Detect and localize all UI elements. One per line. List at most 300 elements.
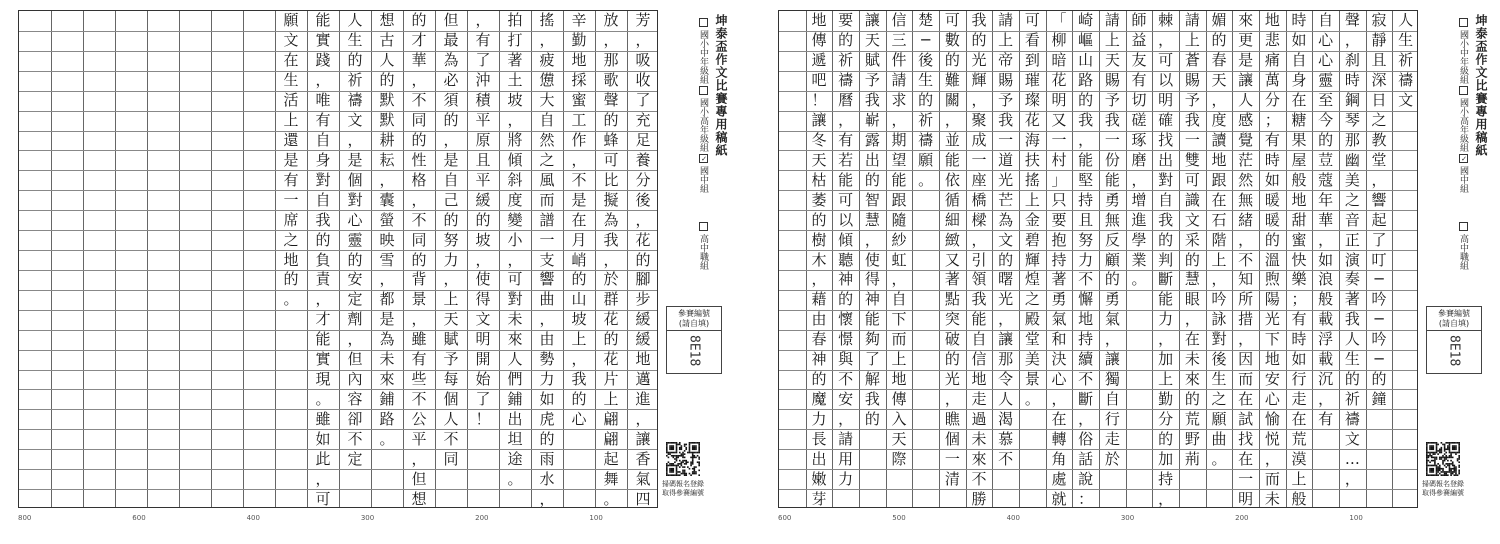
- row-divider: [19, 150, 657, 151]
- manuscript-char: 點: [944, 290, 960, 309]
- manuscript-char: 的: [864, 170, 880, 189]
- category-label: 國中組: [1458, 166, 1468, 193]
- manuscript-char: 安: [1264, 370, 1280, 389]
- manuscript-char: 祈: [1344, 389, 1360, 408]
- manuscript-char: 懷: [838, 310, 854, 329]
- manuscript-char: ，: [1078, 409, 1094, 428]
- manuscript-char: 是: [571, 190, 587, 209]
- row-divider: [779, 489, 1417, 490]
- manuscript-char: 吟: [1371, 330, 1387, 349]
- manuscript-char: 對: [315, 170, 331, 189]
- checkbox[interactable]: [1459, 86, 1468, 95]
- column-divider: [51, 11, 52, 507]
- manuscript-char: 讓: [811, 111, 827, 130]
- column-divider: [83, 11, 84, 507]
- manuscript-char: 虎: [539, 409, 555, 428]
- manuscript-char: 媚: [1211, 11, 1227, 30]
- manuscript-char: 螢: [379, 210, 395, 229]
- manuscript-char: 磨: [1131, 150, 1147, 169]
- manuscript-char: 在: [1211, 190, 1227, 209]
- manuscript-char: 山: [1078, 51, 1094, 70]
- manuscript-char: 人: [379, 51, 395, 70]
- manuscript-char: 我: [1184, 111, 1200, 130]
- manuscript-char: 春: [811, 330, 827, 349]
- manuscript-char: 靈: [347, 230, 363, 249]
- manuscript-char: 公: [411, 409, 427, 428]
- manuscript-char: 寂: [1371, 11, 1387, 30]
- manuscript-char: 決: [1051, 350, 1067, 369]
- manuscript-char: 出: [811, 449, 827, 468]
- manuscript-char: 不: [443, 429, 459, 448]
- manuscript-char: 響: [1371, 190, 1387, 209]
- manuscript-char: 力: [443, 250, 459, 269]
- checkbox[interactable]: [1459, 222, 1468, 231]
- manuscript-char: 度: [1211, 111, 1227, 130]
- manuscript-char: ；: [1291, 290, 1307, 309]
- manuscript-char: 而: [539, 190, 555, 209]
- manuscript-char: 氣: [1104, 310, 1120, 329]
- manuscript-char: 才: [411, 31, 427, 50]
- manuscript-char: 崎: [1078, 11, 1094, 30]
- manuscript-char: 生: [1211, 370, 1227, 389]
- manuscript-char: 的: [1184, 250, 1200, 269]
- manuscript-char: ，: [603, 250, 619, 269]
- character-count-marker: 200: [475, 514, 489, 522]
- manuscript-char: ！: [811, 91, 827, 110]
- manuscript-char: 糖: [1291, 111, 1307, 130]
- form-title: 坤泰盃作文比賽專用稿紙: [714, 14, 728, 157]
- manuscript-char: 能: [891, 170, 907, 189]
- manuscript-char: 上: [1291, 469, 1307, 488]
- row-divider: [19, 111, 657, 112]
- manuscript-char: 步: [635, 290, 651, 309]
- manuscript-char: 擬: [603, 190, 619, 209]
- manuscript-char: 們: [507, 370, 523, 389]
- manuscript-char: 一: [1104, 130, 1120, 149]
- manuscript-char: 上: [891, 350, 907, 369]
- manuscript-char: 光: [1264, 310, 1280, 329]
- manuscript-char: 一: [971, 150, 987, 169]
- writing-grid: [18, 10, 658, 508]
- manuscript-char: 地: [571, 51, 587, 70]
- manuscript-char: 地: [1211, 150, 1227, 169]
- manuscript-char: 沉: [1318, 370, 1334, 389]
- manuscript-char: 得: [864, 270, 880, 289]
- manuscript-char: 的: [1104, 270, 1120, 289]
- manuscript-char: ，: [571, 350, 587, 369]
- manuscript-char: 文: [1398, 91, 1414, 110]
- manuscript-char: 默: [379, 91, 395, 110]
- row-divider: [19, 170, 657, 171]
- manuscript-char: 緩: [635, 330, 651, 349]
- manuscript-char: 嶄: [864, 111, 880, 130]
- manuscript-char: 個: [443, 389, 459, 408]
- manuscript-char: 枯: [811, 170, 827, 189]
- manuscript-char: 顧: [1104, 250, 1120, 269]
- manuscript-char: 聲: [603, 91, 619, 110]
- manuscript-char: 人: [443, 409, 459, 428]
- manuscript-char: 對: [1158, 170, 1174, 189]
- manuscript-char: 師: [1131, 11, 1147, 30]
- manuscript-char: 響: [539, 270, 555, 289]
- manuscript-char: 花: [1051, 71, 1067, 90]
- manuscript-char: ，: [1158, 31, 1174, 50]
- manuscript-char: 自: [1158, 190, 1174, 209]
- category-option[interactable]: [697, 222, 710, 270]
- manuscript-char: 我: [603, 230, 619, 249]
- manuscript-char: 獨: [1104, 370, 1120, 389]
- manuscript-char: 暖: [1264, 210, 1280, 229]
- manuscript-char: 靜: [1371, 31, 1387, 50]
- manuscript-char: 我: [571, 370, 587, 389]
- manuscript-char: 天: [1211, 71, 1227, 90]
- manuscript-char: 之: [1024, 290, 1040, 309]
- writing-grid: [778, 10, 1418, 508]
- manuscript-char: 時: [1264, 150, 1280, 169]
- manuscript-char: 試: [1238, 409, 1254, 428]
- manuscript-char: 以: [838, 210, 854, 229]
- manuscript-char: 身: [1291, 71, 1307, 90]
- manuscript-char: 難: [944, 71, 960, 90]
- manuscript-char: 分: [1158, 409, 1174, 428]
- manuscript-char: 自: [1291, 51, 1307, 70]
- manuscript-char: 斷: [1158, 270, 1174, 289]
- manuscript-char: 的: [838, 31, 854, 50]
- manuscript-char: ，: [347, 330, 363, 349]
- manuscript-char: 人: [1398, 11, 1414, 30]
- manuscript-char: ，: [603, 31, 619, 50]
- manuscript-char: ，: [971, 91, 987, 110]
- manuscript-char: 心: [1051, 370, 1067, 389]
- manuscript-char: 隨: [891, 210, 907, 229]
- manuscript-char: 性: [411, 150, 427, 169]
- row-divider: [19, 250, 657, 251]
- character-count-marker: 500: [892, 514, 906, 522]
- manuscript-char: ，: [971, 230, 987, 249]
- manuscript-char: 文: [475, 310, 491, 329]
- manuscript-char: 地: [1291, 190, 1307, 209]
- manuscript-char: 願: [918, 150, 934, 169]
- manuscript-char: 的: [347, 250, 363, 269]
- manuscript-char: 是: [379, 310, 395, 329]
- manuscript-char: 俗: [1078, 429, 1094, 448]
- manuscript-char: 四: [635, 489, 651, 508]
- manuscript-char: 的: [443, 111, 459, 130]
- manuscript-char: 出: [507, 409, 523, 428]
- manuscript-char: 能: [315, 11, 331, 30]
- manuscript-char: 比: [603, 170, 619, 189]
- manuscript-char: 人: [998, 389, 1014, 408]
- category-option[interactable]: [1457, 222, 1470, 270]
- manuscript-char: 雖: [315, 409, 331, 428]
- manuscript-char: 在: [1051, 409, 1067, 428]
- manuscript-char: 勇: [1104, 290, 1120, 309]
- manuscript-char: 我: [864, 389, 880, 408]
- manuscript-char: ，: [864, 230, 880, 249]
- manuscript-char: 定: [347, 290, 363, 309]
- category-label: 國小中年級組: [698, 30, 708, 84]
- manuscript-char: 暗: [1051, 51, 1067, 70]
- manuscript-char: 又: [944, 250, 960, 269]
- manuscript-char: 不: [571, 170, 587, 189]
- row-divider: [19, 310, 657, 311]
- row-divider: [19, 31, 657, 32]
- manuscript-char: 地: [1264, 350, 1280, 369]
- manuscript-char: 石: [1211, 210, 1227, 229]
- manuscript-char: 鋼: [1344, 91, 1360, 110]
- manuscript-char: ，: [811, 270, 827, 289]
- manuscript-char: 的: [411, 11, 427, 30]
- manuscript-char: 還: [283, 130, 299, 149]
- manuscript-char: 都: [379, 290, 395, 309]
- manuscript-char: 入: [891, 409, 907, 428]
- manuscript-char: 叮: [1371, 250, 1387, 269]
- manuscript-char: 緻: [944, 230, 960, 249]
- character-count-marker: 300: [360, 514, 375, 522]
- checkbox[interactable]: ✓: [1460, 155, 1468, 163]
- checkbox[interactable]: [699, 86, 708, 95]
- manuscript-char: 為: [603, 210, 619, 229]
- manuscript-char: 我: [971, 11, 987, 30]
- manuscript-char: 看: [1024, 31, 1040, 50]
- manuscript-char: ，: [1238, 230, 1254, 249]
- manuscript-char: 景: [1024, 370, 1040, 389]
- manuscript-char: 起: [1371, 210, 1387, 229]
- manuscript-char: 然: [539, 130, 555, 149]
- manuscript-char: 上: [1158, 370, 1174, 389]
- manuscript-char: 與: [838, 350, 854, 369]
- manuscript-char: 楚: [918, 11, 934, 30]
- manuscript-char: 可: [315, 489, 331, 508]
- manuscript-char: 願: [1211, 409, 1227, 428]
- manuscript-char: 可: [1184, 170, 1200, 189]
- manuscript-char: ，: [944, 111, 960, 130]
- manuscript-char: 走: [1291, 389, 1307, 408]
- manuscript-char: 心: [571, 409, 587, 428]
- manuscript-char: 生: [347, 31, 363, 50]
- manuscript-char: 辛: [571, 11, 587, 30]
- manuscript-char: 身: [315, 150, 331, 169]
- manuscript-char: 放: [603, 11, 619, 30]
- manuscript-char: 人: [1344, 330, 1360, 349]
- manuscript-char: 陽: [1264, 290, 1280, 309]
- manuscript-char: 不: [411, 389, 427, 408]
- category-option[interactable]: [697, 154, 710, 193]
- manuscript-char: 載: [1318, 350, 1334, 369]
- manuscript-char: 力: [838, 469, 854, 488]
- manuscript-char: 出: [1158, 150, 1174, 169]
- manuscript-char: ，: [635, 31, 651, 50]
- manuscript-char: 又: [1051, 111, 1067, 130]
- manuscript-char: 後: [635, 190, 651, 209]
- manuscript-char: 花: [603, 310, 619, 329]
- manuscript-char: 請: [891, 71, 907, 90]
- manuscript-char: 樑: [971, 210, 987, 229]
- manuscript-char: 己: [443, 190, 459, 209]
- manuscript-char: 蜂: [603, 130, 619, 149]
- manuscript-char: ，: [475, 250, 491, 269]
- manuscript-char: 安: [838, 389, 854, 408]
- manuscript-char: 勇: [1051, 290, 1067, 309]
- manuscript-char: 地: [1078, 310, 1094, 329]
- manuscript-char: 同: [443, 449, 459, 468]
- manuscript-char: 蔻: [1318, 170, 1334, 189]
- manuscript-char: 格: [411, 170, 427, 189]
- entry-id-sublabel: (請自填): [1438, 318, 1470, 328]
- manuscript-char: 為: [443, 51, 459, 70]
- manuscript-char: 期: [891, 130, 907, 149]
- category-option[interactable]: [1457, 18, 1470, 84]
- manuscript-char: 如: [1291, 31, 1307, 50]
- qr-code-icon[interactable]: [666, 442, 700, 476]
- qr-caption-line: 取得參賽編號: [662, 489, 704, 498]
- entry-id-sublabel: (請自填): [678, 318, 710, 328]
- qr-code-icon[interactable]: [1426, 442, 1460, 476]
- entry-id-box[interactable]: [1426, 306, 1482, 374]
- manuscript-char: 果: [1291, 130, 1307, 149]
- manuscript-char: 歌: [603, 71, 619, 90]
- manuscript-char: 不: [411, 210, 427, 229]
- manuscript-char: 請: [998, 11, 1014, 30]
- manuscript-char: 責: [315, 270, 331, 289]
- manuscript-char: 時: [1291, 330, 1307, 349]
- manuscript-char: 的: [864, 409, 880, 428]
- character-count-marker: 400: [246, 514, 260, 522]
- manuscript-char: 茫: [1238, 150, 1254, 169]
- manuscript-char: 須: [443, 91, 459, 110]
- manuscript-char: ：: [1078, 489, 1094, 508]
- manuscript-char: 春: [1211, 51, 1227, 70]
- manuscript-char: 是: [283, 150, 299, 169]
- manuscript-char: 使: [475, 270, 491, 289]
- manuscript-char: 進: [635, 389, 651, 408]
- entry-id-box[interactable]: [666, 306, 722, 374]
- manuscript-char: ，: [347, 130, 363, 149]
- manuscript-char: 在: [1184, 330, 1200, 349]
- manuscript-char: 予: [1104, 91, 1120, 110]
- manuscript-char: 我: [315, 210, 331, 229]
- manuscript-char: 勤: [1158, 389, 1174, 408]
- manuscript-char: 令: [998, 370, 1014, 389]
- manuscript-char: 必: [443, 71, 459, 90]
- manuscript-char: ，: [507, 111, 523, 130]
- manuscript-char: ─: [921, 31, 931, 50]
- manuscript-char: 更: [1238, 31, 1254, 50]
- manuscript-char: 如: [1318, 250, 1334, 269]
- category-option[interactable]: [697, 18, 710, 84]
- manuscript-char: 曲: [1211, 429, 1227, 448]
- manuscript-char: 不: [1238, 250, 1254, 269]
- manuscript-char: 。: [1131, 270, 1147, 289]
- manuscript-char: ，: [838, 409, 854, 428]
- checkbox[interactable]: [699, 18, 708, 27]
- manuscript-char: 在: [1291, 409, 1307, 428]
- manuscript-char: ，: [475, 11, 491, 30]
- manuscript-char: 祈: [1398, 51, 1414, 70]
- category-label: 國小中年級組: [1458, 30, 1468, 84]
- manuscript-char: 了: [1371, 230, 1387, 249]
- row-divider: [19, 429, 657, 430]
- manuscript-char: 足: [635, 130, 651, 149]
- manuscript-char: 地: [811, 11, 827, 30]
- manuscript-char: ，: [411, 310, 427, 329]
- manuscript-char: 覺: [1238, 130, 1254, 149]
- manuscript-char: 年: [1318, 190, 1334, 209]
- manuscript-char: 踐: [315, 51, 331, 70]
- manuscript-char: 的: [315, 230, 331, 249]
- entry-id-value: 8E18: [686, 335, 702, 367]
- manuscript-char: 坡: [507, 91, 523, 110]
- manuscript-char: 雨: [539, 449, 555, 468]
- checkbox[interactable]: ✓: [700, 155, 708, 163]
- manuscript-char: 般: [1291, 489, 1307, 508]
- manuscript-char: 傳: [811, 31, 827, 50]
- manuscript-char: 美: [1024, 350, 1040, 369]
- manuscript-char: 漠: [1291, 449, 1307, 468]
- category-option[interactable]: [1457, 154, 1470, 193]
- category-option[interactable]: [697, 86, 710, 152]
- checkbox[interactable]: [1459, 18, 1468, 27]
- manuscript-char: 曆: [838, 91, 854, 110]
- manuscript-char: 天: [443, 310, 459, 329]
- manuscript-char: 香: [635, 449, 651, 468]
- manuscript-char: 禱: [918, 130, 934, 149]
- manuscript-char: 定: [347, 449, 363, 468]
- manuscript-char: 跟: [891, 190, 907, 209]
- category-option[interactable]: [1457, 86, 1470, 152]
- manuscript-char: 說: [1078, 469, 1094, 488]
- manuscript-char: 緩: [475, 190, 491, 209]
- manuscript-char: 拍: [507, 11, 523, 30]
- manuscript-char: 堂: [1371, 150, 1387, 169]
- manuscript-char: 。: [1024, 389, 1040, 408]
- character-count-marker: 100: [1349, 514, 1363, 522]
- manuscript-char: 之: [539, 150, 555, 169]
- manuscript-char: 鐘: [1371, 389, 1387, 408]
- manuscript-char: 蜜: [1291, 230, 1307, 249]
- manuscript-char: 搖: [539, 11, 555, 30]
- checkbox[interactable]: [699, 222, 708, 231]
- manuscript-char: 吧: [811, 71, 827, 90]
- manuscript-char: 未: [507, 310, 523, 329]
- manuscript-char: 我: [998, 111, 1014, 130]
- manuscript-char: 由: [539, 330, 555, 349]
- manuscript-char: 予: [998, 91, 1014, 110]
- manuscript-char: 望: [891, 150, 907, 169]
- manuscript-char: 跟: [1211, 170, 1227, 189]
- manuscript-char: ，: [1318, 389, 1334, 408]
- manuscript-char: ，: [1104, 330, 1120, 349]
- manuscript-char: 原: [475, 130, 491, 149]
- manuscript-char: ，: [1184, 310, 1200, 329]
- manuscript-char: 的: [838, 290, 854, 309]
- manuscript-char: 請: [1184, 11, 1200, 30]
- manuscript-char: 大: [539, 91, 555, 110]
- manuscript-char: 祈: [918, 111, 934, 130]
- manuscript-char: 願: [283, 11, 299, 30]
- manuscript-char: 自: [315, 130, 331, 149]
- manuscript-char: 生: [1344, 350, 1360, 369]
- manuscript-char: 時: [1344, 71, 1360, 90]
- entry-id-title: 參賽編號: [1438, 309, 1470, 318]
- manuscript-char: 行: [1291, 370, 1307, 389]
- manuscript-char: 古: [379, 31, 395, 50]
- manuscript-char: 賜: [998, 71, 1014, 90]
- manuscript-char: 一: [1051, 130, 1067, 149]
- manuscript-char: 而: [1264, 469, 1280, 488]
- manuscript-char: 突: [944, 310, 960, 329]
- manuscript-sheet-left: [0, 4, 740, 524]
